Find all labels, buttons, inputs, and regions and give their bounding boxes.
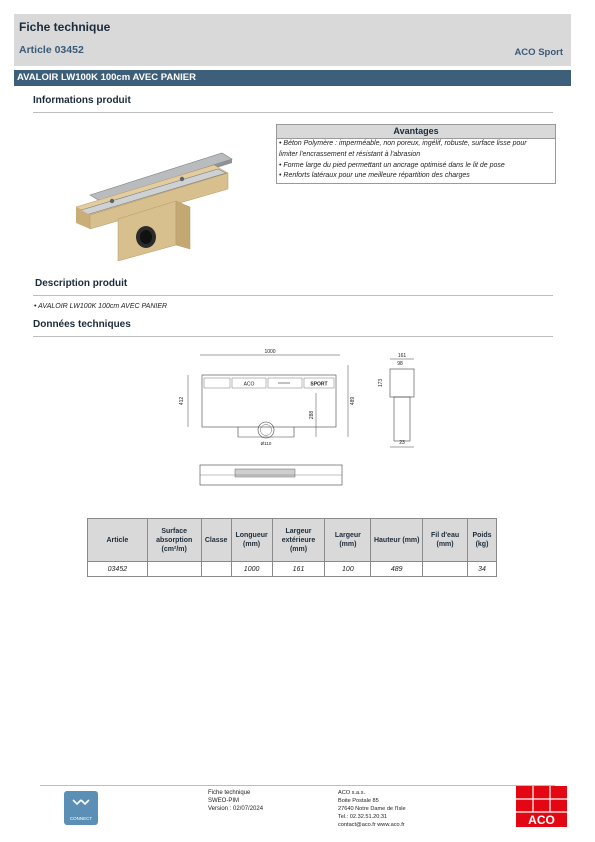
dim-height-right: 489 xyxy=(350,396,356,406)
connect-label: CONNECT xyxy=(69,816,93,821)
footer-source: SWEO-PIM xyxy=(208,798,239,804)
advantages-title: Avantages xyxy=(277,125,555,139)
brand-name: ACO Sport xyxy=(514,47,563,58)
advantage-line: limiter l'encrassement et résistant à l'abrasion xyxy=(279,150,421,158)
dim-height-left: 412 xyxy=(179,396,185,406)
col-fil: Fil d'eau (mm) xyxy=(423,519,468,562)
col-longueur: Longueur (mm) xyxy=(231,519,272,562)
footer-document-info xyxy=(208,789,263,813)
table-row xyxy=(88,562,497,577)
label-aco: ACO xyxy=(243,381,255,388)
footer-doc-type: Fiche technique xyxy=(208,790,251,796)
col-poids: Poids (kg) xyxy=(467,519,496,562)
divider xyxy=(33,112,553,113)
aco-logo-text: ACO xyxy=(528,813,555,827)
col-largeur: Largeur (mm) xyxy=(325,519,371,562)
dim-width-outer: 161 xyxy=(397,353,407,359)
technical-drawing xyxy=(180,347,425,492)
product-image xyxy=(72,145,240,263)
footer-company-info xyxy=(338,789,406,829)
col-surface: Surface absorption (cm²/m) xyxy=(147,519,201,562)
article-number: Article 03452 xyxy=(19,44,84,56)
cell-largeur-ext: 161 xyxy=(272,562,325,577)
dim-length: 1000 xyxy=(264,349,276,355)
label-sport: SPORT xyxy=(310,381,328,388)
product-title: AVALOIR LW100K 100cm AVEC PANIER xyxy=(17,72,196,83)
table-header-row xyxy=(88,519,497,562)
cell-longueur: 1000 xyxy=(231,562,272,577)
aco-connect-logo xyxy=(64,791,98,825)
cell-largeur: 100 xyxy=(325,562,371,577)
col-hauteur: Hauteur (mm) xyxy=(371,519,423,562)
cell-fil xyxy=(423,562,468,577)
description-item: • AVALOIR LW100K 100cm AVEC PANIER xyxy=(34,303,168,310)
document-title: Fiche technique xyxy=(19,20,111,34)
cell-classe xyxy=(201,562,231,577)
cell-surface xyxy=(147,562,201,577)
section-info-title: Informations produit xyxy=(33,95,131,106)
col-article: Article xyxy=(88,519,148,562)
aco-logo xyxy=(516,786,567,827)
dim-base: 23 xyxy=(399,440,405,446)
advantage-line: • Béton Polymère : imperméable, non poreux, ingélif, robuste, surface lisse pour xyxy=(279,140,527,147)
footer-city: 27640 Notre Dame de l'Isle xyxy=(338,806,406,812)
cell-hauteur: 489 xyxy=(371,562,423,577)
footer-divider xyxy=(40,785,555,786)
cell-article: 03452 xyxy=(88,562,148,577)
divider xyxy=(33,295,553,296)
cell-poids: 34 xyxy=(467,562,496,577)
col-classe: Classe xyxy=(201,519,231,562)
section-technical-title: Données techniques xyxy=(33,319,131,330)
dim-height-mid: 288 xyxy=(309,410,315,420)
footer-phone: Tel.: 02.32.51.20.31 xyxy=(338,814,388,820)
product-title-banner xyxy=(14,70,571,86)
document-header xyxy=(14,14,571,66)
footer-company: ACO s.a.s. xyxy=(338,790,366,796)
footer-version: Version : 02/07/2024 xyxy=(208,806,264,812)
advantage-line: • Renforts latéraux pour une meilleure répartition des charges xyxy=(279,172,470,180)
advantages-box xyxy=(276,124,556,184)
spec-table xyxy=(87,518,497,577)
dim-top: 173 xyxy=(378,378,384,388)
dim-width-inner: 98 xyxy=(397,361,403,367)
section-description-title: Description produit xyxy=(35,278,128,289)
dim-pipe: Ø110 xyxy=(260,441,272,446)
divider xyxy=(33,336,553,337)
col-largeur-ext: Largeur extérieure (mm) xyxy=(272,519,325,562)
footer-postbox: Boite Postale 85 xyxy=(338,798,379,804)
footer-contact: contact@aco.fr www.aco.fr xyxy=(338,822,405,828)
advantage-line: • Forme large du pied permettant un ancrage optimisé dans le lit de pose xyxy=(279,161,505,169)
